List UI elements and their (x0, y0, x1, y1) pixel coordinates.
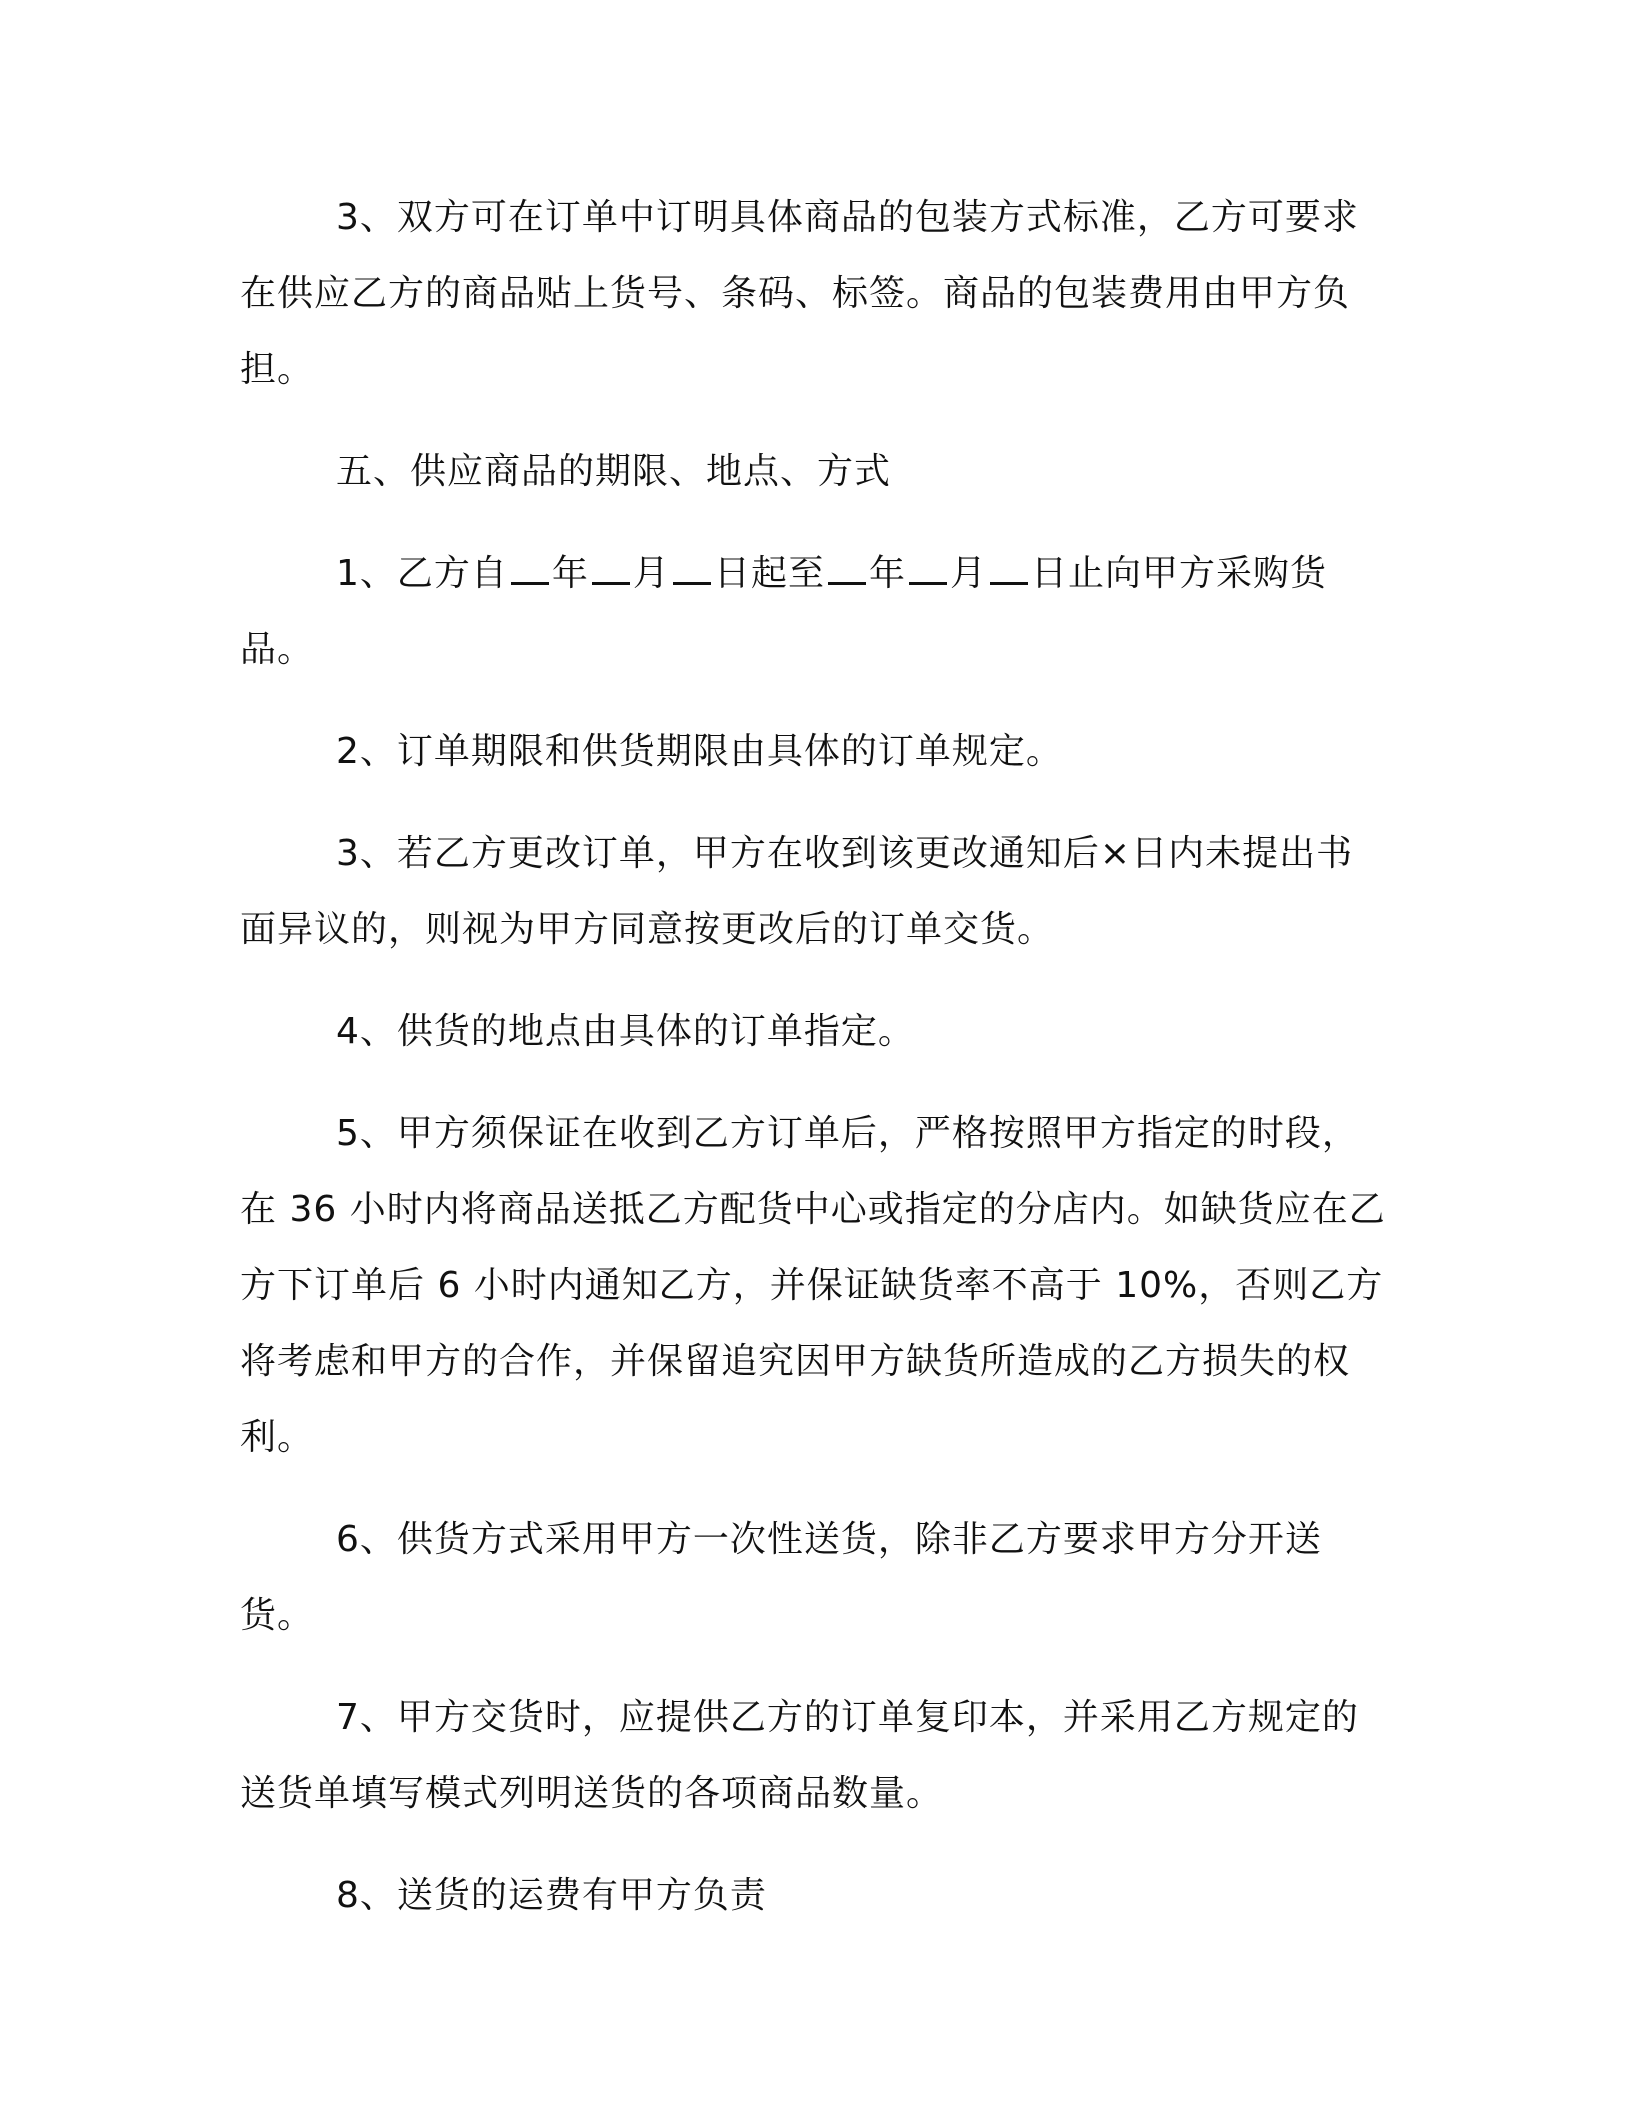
blank-field (673, 554, 711, 585)
document-page (240, 180, 1390, 1960)
text-segment: 日止向甲方采购货品。 (240, 553, 1327, 670)
blank-field (828, 554, 866, 585)
paragraph-delivery-location: 4、供货的地点由具体的订单指定。 (336, 1011, 915, 1052)
text-segment: 日起至 (713, 553, 825, 594)
text-segment: 年 (551, 553, 589, 594)
paragraph-purchase-period (240, 536, 1390, 688)
paragraph-delivery-method: 6、供货方式采用甲方一次性送货，除非乙方要求甲方分开送货。 (240, 1519, 1322, 1636)
blank-field (909, 554, 947, 585)
paragraph-order-period: 2、订单期限和供货期限由具体的订单规定。 (336, 731, 1063, 772)
text-segment: 1、乙方自 (336, 553, 508, 594)
text-segment: 月 (632, 553, 670, 594)
paragraph-order-change: 3、若乙方更改订单，甲方在收到该更改通知后×日内未提出书面异议的，则视为甲方同意按更改后的订单交货。 (240, 833, 1354, 950)
text-segment: 月 (949, 553, 987, 594)
section-heading-supply-terms: 五、供应商品的期限、地点、方式 (336, 451, 892, 492)
blank-field (511, 554, 549, 585)
blank-field (592, 554, 630, 585)
blank-field (990, 554, 1028, 585)
paragraph-shipping-cost: 8、送货的运费有甲方负责 (336, 1875, 767, 1916)
paragraph-delivery-time: 5、甲方须保证在收到乙方订单后，严格按照甲方指定的时段，在 36 小时内将商品送抵乙方配货中心或指定的分店内。如缺货应在乙方下订单后 6 小时内通知乙方，并保证缺货率不高于 10%，否则乙方将考虑和甲方的合作，并保留追究因甲方缺货所造成的乙方损失的权利。 (240, 1113, 1386, 1458)
text-segment: 年 (868, 553, 906, 594)
paragraph-packaging: 3、双方可在订单中订明具体商品的包装方式标准，乙方可要求在供应乙方的商品贴上货号、条码、标签。商品的包装费用由甲方负担。 (240, 197, 1359, 390)
paragraph-delivery-documents: 7、甲方交货时，应提供乙方的订单复印本，并采用乙方规定的送货单填写模式列明送货的各项商品数量。 (240, 1697, 1359, 1814)
